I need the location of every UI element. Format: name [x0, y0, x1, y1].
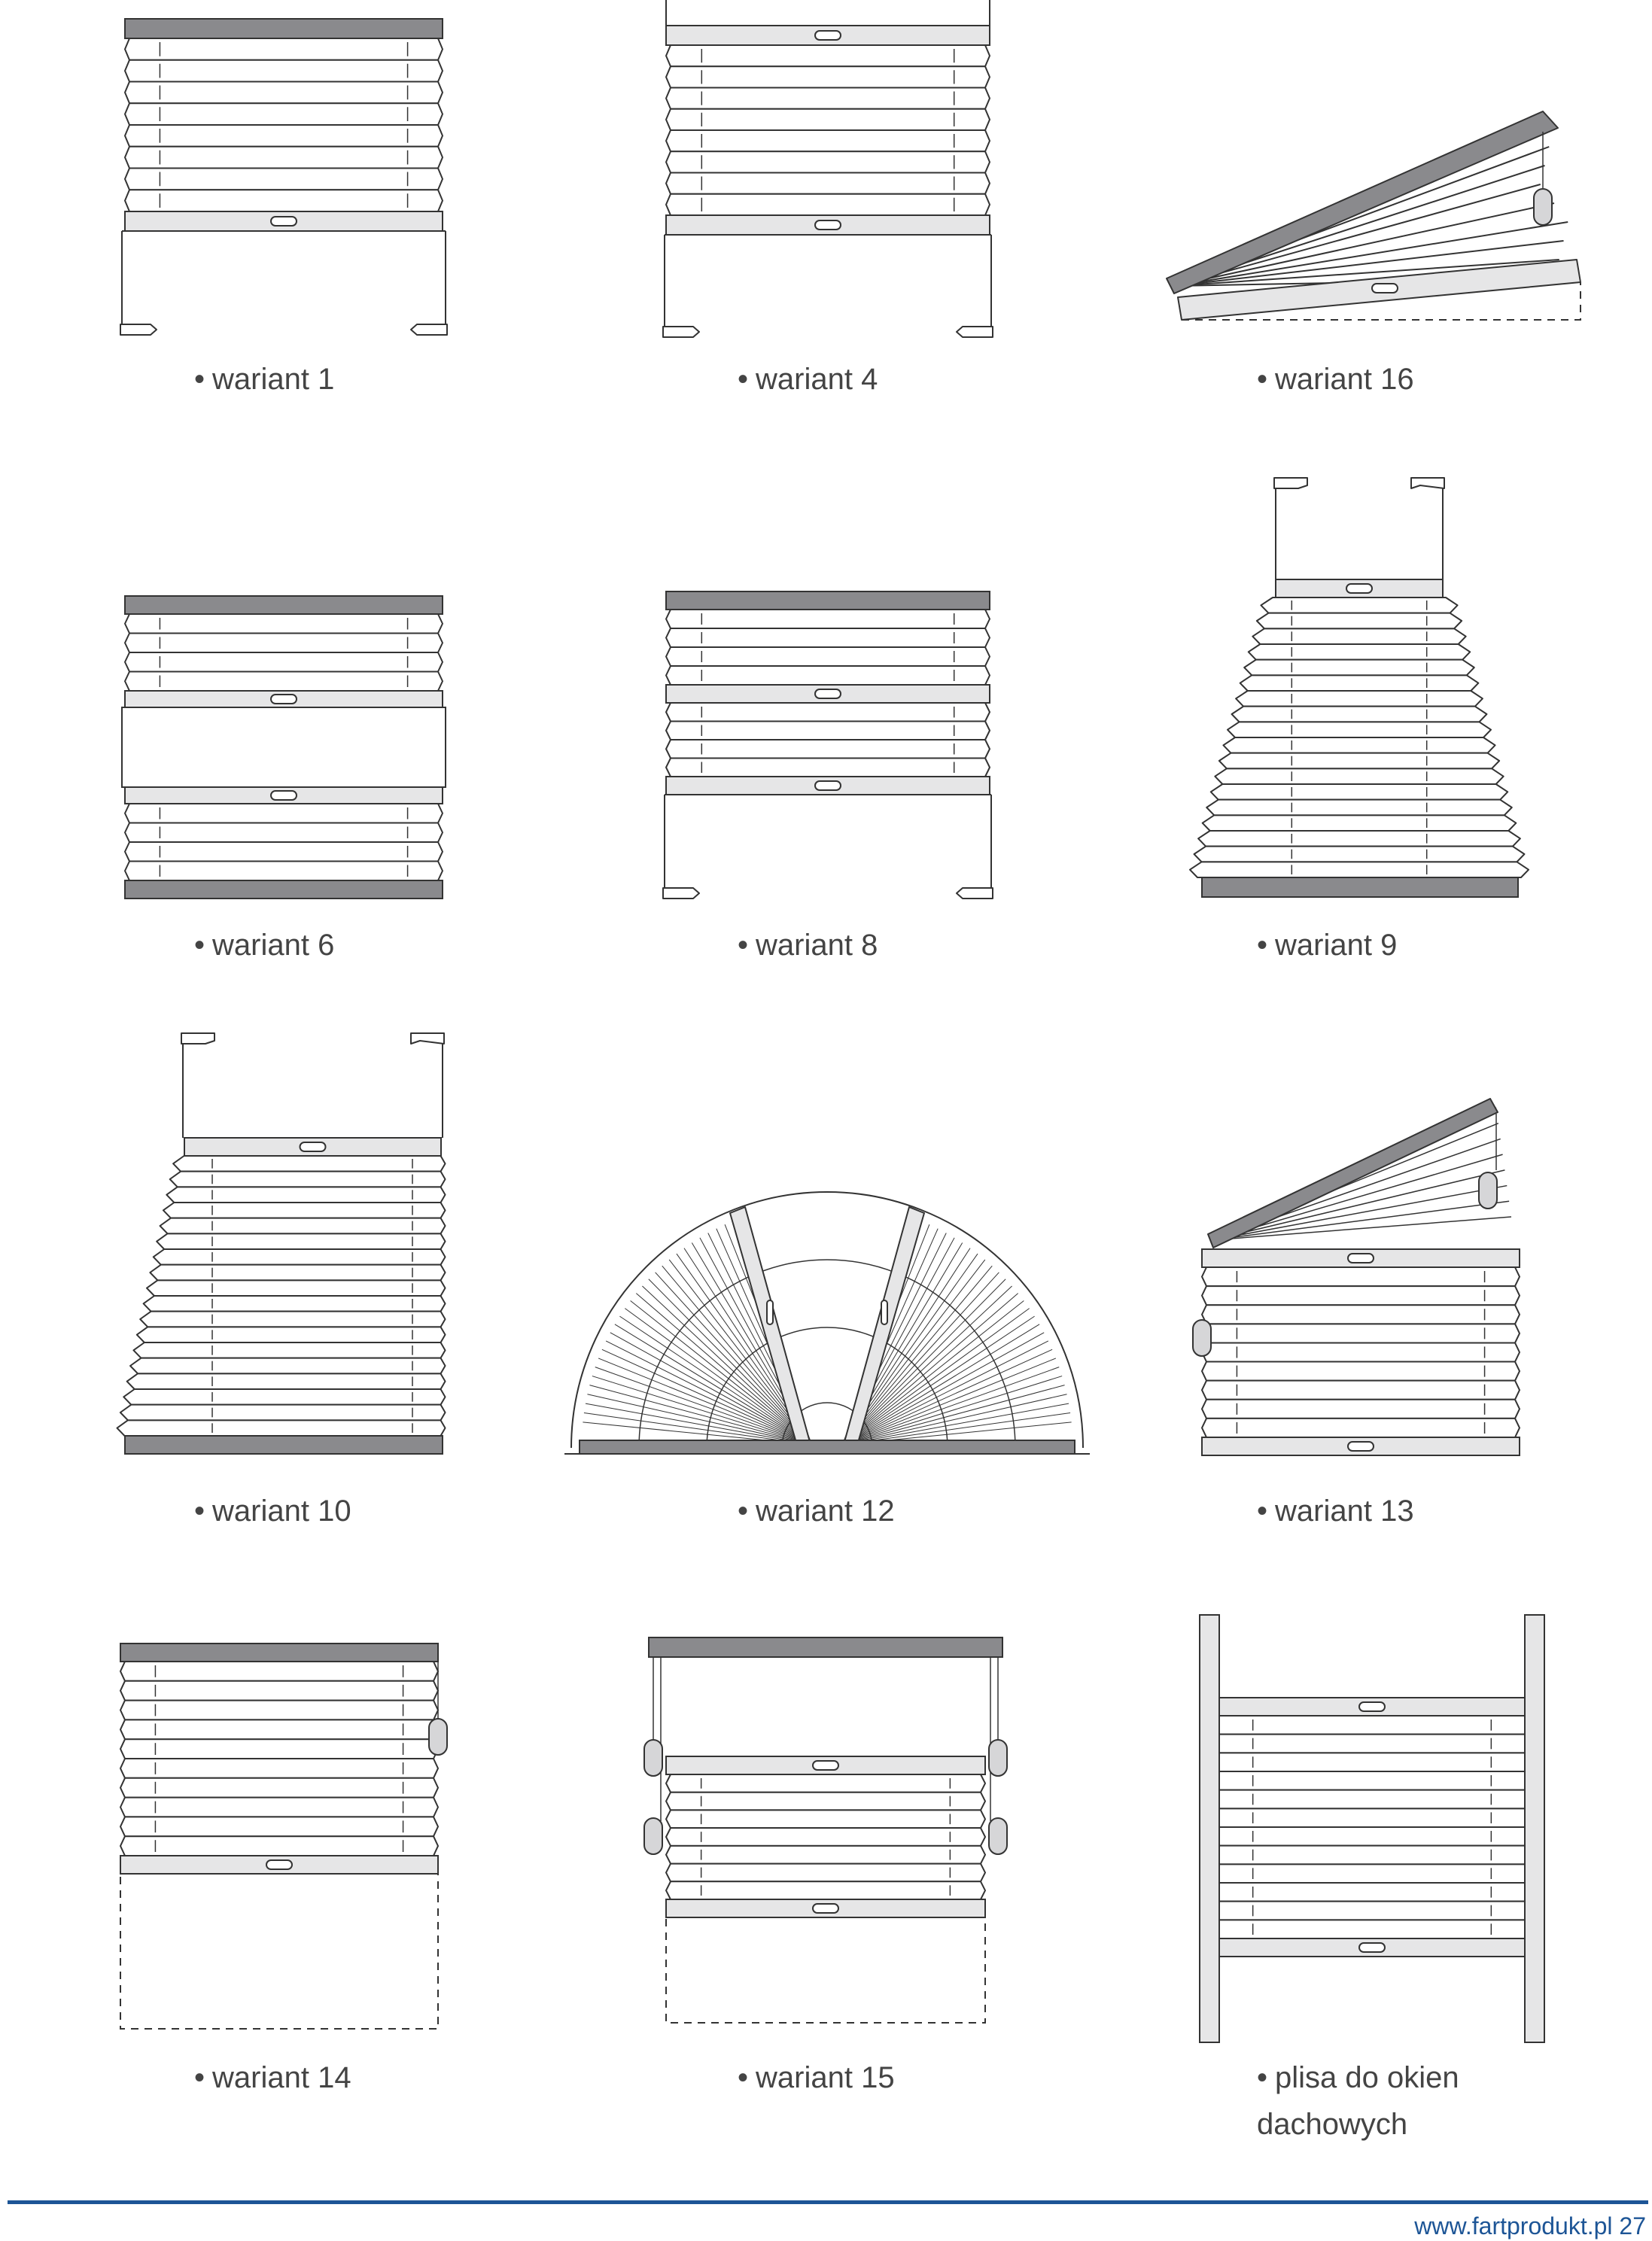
handle-icon	[1348, 1254, 1374, 1263]
diagram-wariant-9	[1190, 478, 1529, 897]
diagram-wariant-1	[120, 19, 447, 335]
top-rail	[125, 880, 443, 899]
pleat	[120, 1836, 438, 1856]
pleat	[125, 842, 443, 862]
pleat	[1232, 707, 1487, 722]
pleat	[1202, 1342, 1520, 1361]
pleat	[125, 82, 443, 104]
pleat	[120, 1662, 438, 1681]
pleat	[1194, 847, 1525, 862]
pleat	[125, 125, 443, 147]
diagram-wariant-4	[663, 0, 993, 337]
diagram-plisa-do-okien-dachowych	[1200, 1615, 1544, 2042]
pleat	[666, 173, 990, 194]
caption-wariant-8: • wariant 8	[738, 929, 878, 962]
caption-wariant-4: • wariant 4	[738, 363, 878, 396]
pleat	[133, 1342, 445, 1358]
handle-icon	[271, 791, 297, 800]
pleat	[127, 1373, 446, 1389]
pleat	[1219, 1771, 1525, 1790]
handle-icon	[300, 1142, 326, 1151]
pleat	[125, 672, 443, 692]
pleat	[1202, 1324, 1520, 1342]
pleat	[1206, 800, 1512, 816]
pleat	[120, 1817, 438, 1836]
bracket-icon	[181, 1033, 214, 1044]
pleat	[1219, 1753, 1525, 1771]
diagram-wariant-8	[663, 591, 993, 899]
cord-weight-icon	[644, 1818, 662, 1854]
pleat	[120, 1778, 438, 1798]
caption-wariant-1: • wariant 1	[194, 363, 335, 396]
caption-wariant-6: • wariant 6	[194, 929, 335, 962]
footer-url-page-number: www.fartprodukt.pl 27	[1414, 2212, 1646, 2239]
roof-guide-right	[1525, 1615, 1544, 2042]
caption-wariant-12: • wariant 12	[738, 1495, 895, 1528]
top-rail	[125, 1436, 443, 1454]
diagram-wariant-6	[122, 596, 446, 899]
diagram-wariant-15	[644, 1637, 1007, 2023]
pleat	[120, 1681, 438, 1701]
pleat	[666, 109, 990, 130]
pleat	[1211, 784, 1507, 800]
pleat	[157, 1233, 445, 1249]
pleat	[1215, 768, 1503, 784]
handle-icon	[1359, 1702, 1385, 1711]
pleat	[666, 66, 990, 87]
pleat	[1244, 660, 1474, 676]
handle-icon	[271, 217, 297, 226]
pleat	[666, 1881, 985, 1899]
pleat	[150, 1265, 445, 1281]
open-window-area	[122, 707, 446, 787]
bracket-icon	[957, 888, 993, 899]
pleat	[120, 1759, 438, 1778]
caption-wariant-14: • wariant 14	[194, 2061, 351, 2094]
caption-wariant-13: • wariant 13	[1257, 1495, 1414, 1528]
pleat	[125, 147, 443, 169]
bracket-icon	[411, 1033, 444, 1044]
pleat	[1219, 1827, 1525, 1846]
pleat	[666, 88, 990, 109]
cord-weight-icon	[989, 1740, 1007, 1776]
bracket-icon	[1274, 478, 1307, 488]
pleat	[125, 652, 443, 672]
pleat	[170, 1172, 446, 1187]
pleat	[120, 1720, 438, 1739]
pleat	[656, 1273, 812, 1445]
pleat	[125, 862, 443, 881]
pleat	[1219, 1790, 1525, 1809]
pleat	[666, 151, 990, 172]
pleat	[666, 759, 990, 777]
pleat	[666, 1774, 985, 1792]
pleat	[160, 1218, 446, 1234]
pleat	[666, 1828, 985, 1846]
handle-icon	[815, 781, 841, 790]
pleat	[125, 190, 443, 211]
diagram-wariant-16	[1167, 111, 1581, 320]
bottom-rail	[580, 1440, 1075, 1454]
pleat	[1228, 722, 1491, 737]
top-rail	[649, 1637, 1002, 1657]
handle-icon	[815, 689, 841, 698]
handle-icon	[881, 1300, 887, 1324]
pleat	[1202, 1267, 1520, 1286]
pleat	[125, 38, 443, 60]
pleat	[842, 1394, 1067, 1445]
pleat	[1202, 1305, 1520, 1324]
pleat	[666, 647, 990, 666]
pleat	[1219, 1735, 1525, 1753]
pleat	[1223, 737, 1495, 753]
roof-guide-left	[1200, 1615, 1219, 2042]
pleat	[666, 1846, 985, 1864]
pleat	[1219, 1883, 1525, 1902]
pleat	[137, 1327, 446, 1342]
arch-outline	[571, 1192, 1083, 1448]
handle-icon	[1348, 1442, 1374, 1451]
handle-icon	[813, 1904, 838, 1913]
handle-icon	[266, 1860, 292, 1869]
pleat	[1257, 613, 1462, 629]
top-rail	[1167, 111, 1558, 293]
pleat	[666, 45, 990, 66]
diagram-wariant-14	[120, 1644, 447, 2029]
pleat	[1219, 1716, 1525, 1735]
pleat	[1202, 1400, 1520, 1418]
pleat	[125, 823, 443, 843]
pleat	[666, 722, 990, 740]
bracket-icon	[663, 888, 699, 899]
pleat	[120, 1701, 438, 1720]
pleat	[144, 1296, 446, 1312]
footer-rule	[8, 2200, 1648, 2204]
pleat	[1252, 628, 1465, 644]
cord-weight-icon	[1193, 1320, 1211, 1356]
bracket-icon	[957, 327, 993, 337]
pleat	[666, 610, 990, 628]
pleat	[125, 634, 443, 653]
pleat	[1203, 815, 1517, 831]
pleat	[120, 1798, 438, 1817]
pleat	[125, 60, 443, 82]
handle-icon	[271, 695, 297, 704]
caption-wariant-16: • wariant 16	[1257, 363, 1414, 396]
pleat	[1240, 675, 1479, 691]
pleat	[140, 1312, 445, 1327]
pleat	[666, 1792, 985, 1811]
pleat	[1202, 1418, 1520, 1437]
diagram-wariant-13	[1193, 1099, 1520, 1455]
pleat	[1219, 1846, 1525, 1865]
pleat	[666, 740, 990, 759]
pleat	[125, 804, 443, 823]
pleat	[120, 1405, 446, 1421]
top-rail	[1202, 877, 1518, 897]
handle-icon	[1372, 284, 1398, 293]
pleat	[1219, 753, 1499, 769]
pleat	[1202, 1362, 1520, 1381]
top-rail	[1208, 1099, 1498, 1248]
pleat	[1219, 1920, 1525, 1938]
pleat	[166, 1187, 445, 1203]
pleat	[1219, 1864, 1525, 1883]
bracket-icon	[120, 324, 157, 335]
bracket-icon	[663, 327, 699, 337]
pleat	[173, 1156, 445, 1172]
window-outline-dashed	[120, 1874, 438, 2029]
arch-inner-ring	[707, 1327, 948, 1448]
pleat	[1219, 1902, 1525, 1920]
pleat	[666, 1864, 985, 1882]
pleat	[1190, 862, 1529, 877]
bracket-icon	[411, 324, 447, 335]
pleat	[842, 1273, 999, 1445]
pleat	[125, 169, 443, 190]
arch-inner-ring	[639, 1260, 1015, 1448]
diagram-wariant-12	[564, 1192, 1090, 1454]
pleat	[1219, 1808, 1525, 1827]
cord-weight-icon	[429, 1719, 447, 1755]
cord-weight-icon	[1534, 189, 1552, 225]
pleat	[130, 1358, 445, 1374]
pleat	[125, 103, 443, 125]
cord-weight-icon	[1479, 1172, 1497, 1209]
caption-wariant-9: • wariant 9	[1257, 929, 1398, 962]
pleat	[666, 666, 990, 685]
pleat	[1249, 644, 1470, 660]
handle-icon	[767, 1300, 773, 1324]
bracket-icon	[1411, 478, 1444, 488]
pleat	[666, 628, 990, 647]
pleat	[1202, 1286, 1520, 1305]
pleat	[1202, 1381, 1520, 1400]
window-outline-dashed	[666, 1917, 985, 2023]
handle-icon	[1359, 1943, 1385, 1952]
pleat	[1198, 831, 1520, 847]
diagram-wariant-10	[117, 1033, 446, 1454]
pleat	[666, 1810, 985, 1828]
handle-icon	[1346, 584, 1372, 593]
handle-icon	[815, 220, 841, 230]
pleat	[123, 1389, 445, 1405]
pleat	[120, 1739, 438, 1759]
pleat	[587, 1394, 812, 1445]
pleat	[147, 1280, 446, 1296]
pleat	[163, 1203, 446, 1218]
pleat	[154, 1249, 446, 1265]
top-rail	[666, 591, 990, 610]
top-rail	[120, 1644, 438, 1662]
top-rail	[125, 596, 443, 614]
caption-wariant-15: • wariant 15	[738, 2061, 895, 2094]
caption-plisa-do-okien-dachowych: • plisa do okien dachowych	[1257, 2061, 1459, 2141]
pleat	[1261, 597, 1457, 613]
cord-weight-icon	[989, 1818, 1007, 1854]
pleat	[1236, 691, 1483, 707]
handle-icon	[815, 31, 841, 40]
handle-icon	[813, 1761, 838, 1770]
pleat	[125, 614, 443, 634]
caption-wariant-10: • wariant 10	[194, 1495, 351, 1528]
pleat	[666, 194, 990, 215]
pleat	[666, 130, 990, 151]
cord-weight-icon	[644, 1740, 662, 1776]
pleat	[666, 703, 990, 722]
pleat	[117, 1420, 446, 1436]
top-rail	[125, 19, 443, 38]
